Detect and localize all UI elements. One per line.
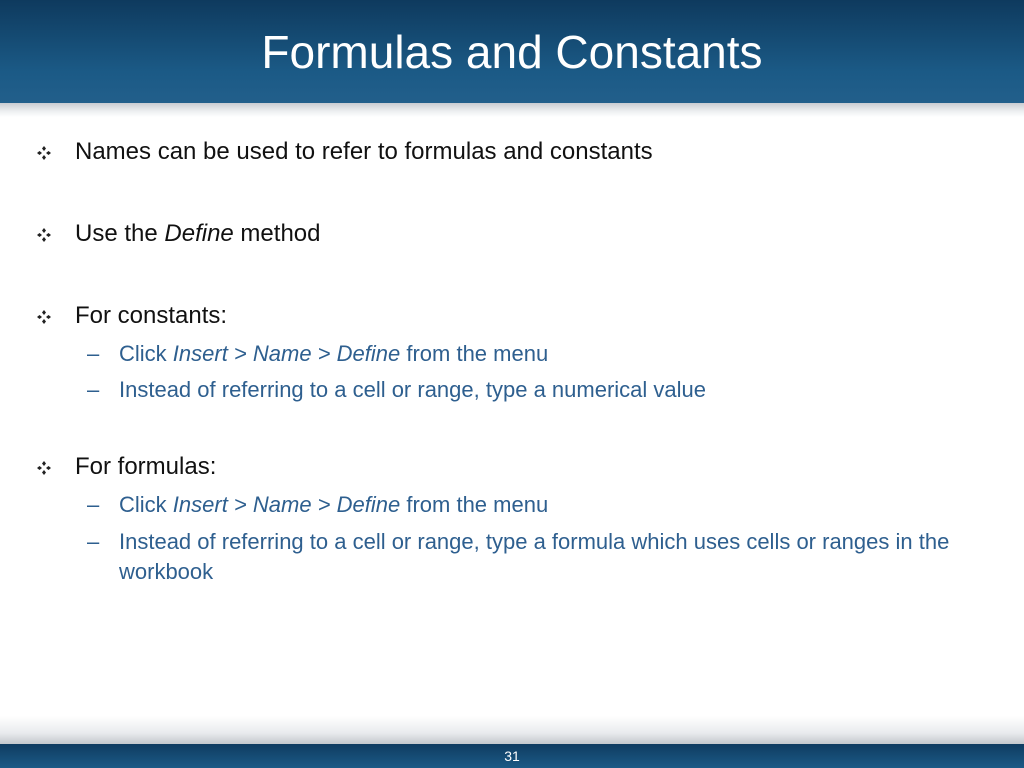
dash-glyph: – — [87, 341, 100, 366]
sub-constants-click-prefix: Click — [119, 341, 173, 366]
sub-constants-click-emph: Insert > Name > Define — [172, 341, 401, 366]
sub-constants-click — [119, 339, 959, 369]
sub-constants-value: Instead of referring to a cell or range, type a numerical value — [119, 377, 706, 402]
bullet-formulas: For formulas: — [75, 453, 217, 480]
sub-formulas-click-suffix: from the menu — [400, 492, 549, 517]
sub-formulas-formula: Instead of referring to a cell or range, type a formula which uses cells or ranges in the workbook — [119, 529, 950, 584]
title-shadow — [0, 103, 1024, 117]
footer-shadow — [0, 716, 1024, 744]
bullet-define — [75, 219, 320, 249]
four-diamond-bullet-icon — [36, 309, 52, 325]
bullet-define-suffix: method — [233, 220, 321, 247]
dash-glyph: – — [87, 492, 100, 517]
sub-formulas-click-emph: Insert > Name > Define — [172, 492, 401, 517]
dash-glyph: – — [87, 529, 100, 554]
bullet-define-emph: Define — [164, 220, 234, 247]
slide-title: Formulas and Constants — [261, 26, 763, 78]
bullet-names: Names can be used to refer to formulas and constants — [75, 138, 653, 165]
bullet-constants: For constants: — [75, 302, 228, 329]
four-diamond-bullet-icon — [36, 227, 52, 243]
page-number: 31 — [504, 748, 520, 764]
dash-glyph: – — [87, 377, 100, 402]
four-diamond-bullet-icon — [36, 460, 52, 476]
sub-formulas-click — [119, 490, 959, 520]
sub-formulas-click-prefix: Click — [119, 492, 173, 517]
four-diamond-bullet-icon — [36, 145, 52, 161]
bullet-define-prefix: Use the — [75, 220, 165, 247]
sub-constants-click-suffix: from the menu — [400, 341, 549, 366]
